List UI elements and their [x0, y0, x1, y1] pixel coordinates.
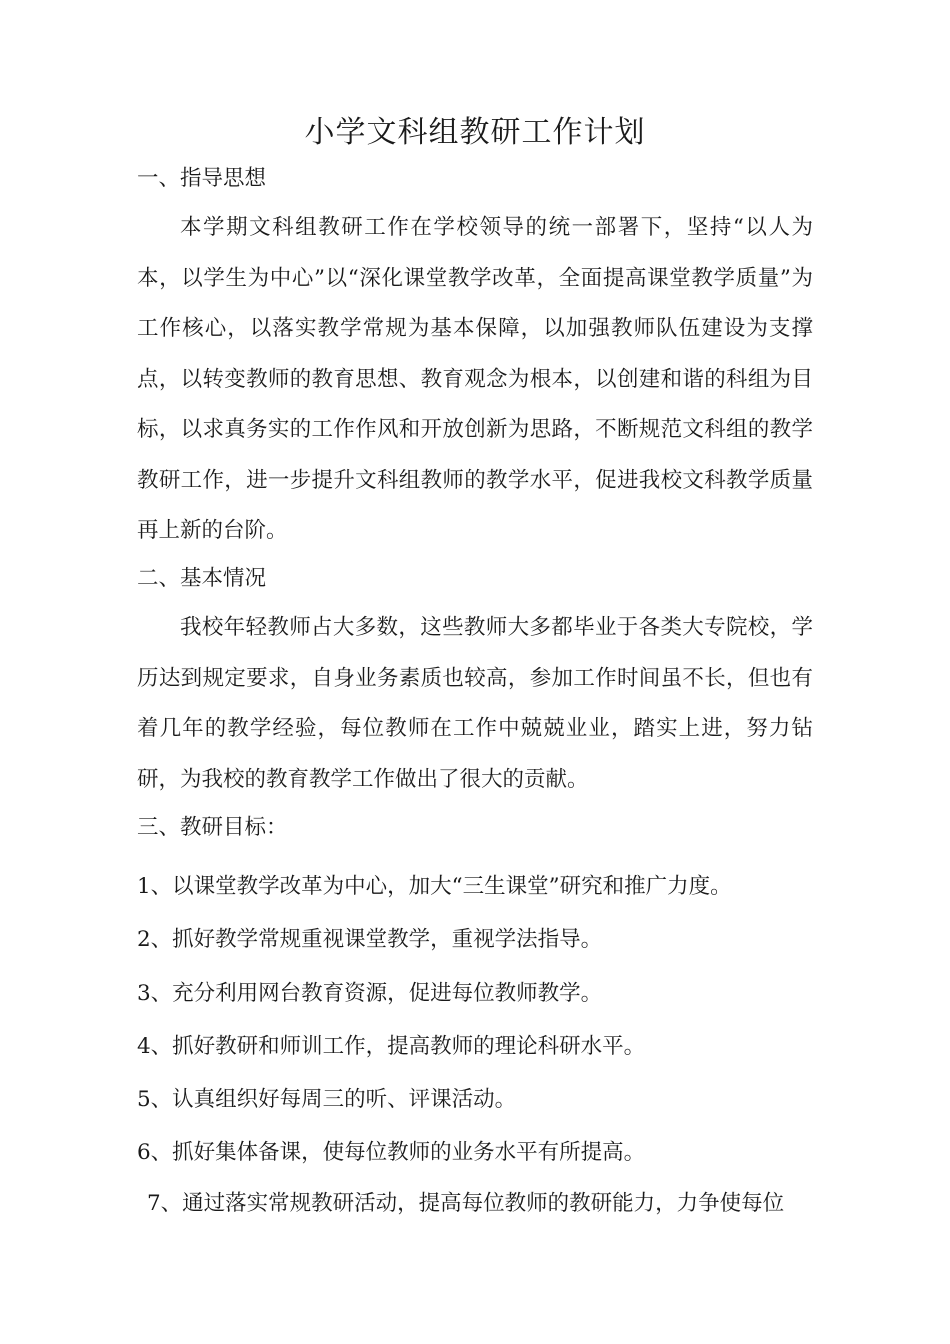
section-heading-research-goals: 三、教研目标：	[137, 815, 288, 840]
goal-list-item: 2、抓好教学常规重视课堂教学，重视学法指导。	[137, 927, 603, 952]
section-heading-guiding-ideology: 一、指导思想	[137, 166, 267, 191]
section-paragraph-guiding-ideology: 本学期文科组教研工作在学校领导的统一部署下，坚持“以人为本，以学生为中心”以“深化课堂教学改革，全面提高课堂教学质量”为工作核心，以落实教学常规为基本保障，以加强教师队伍建设为支撑点，以转变教师的教育思想、教育观念为根本，以创建和谐的科组为目标，以求真务实的工作作风和开放创新为思路，不断规范文科组的教学教研工作，进一步提升文科组教师的教学水平，促进我校文科教学质量再上新的台阶。	[137, 215, 813, 543]
goal-list-item: 7、通过落实常规教研活动，提高每位教师的教研能力，力争使每位	[147, 1191, 785, 1216]
goal-list-item: 6、抓好集体备课，使每位教师的业务水平有所提高。	[137, 1140, 646, 1165]
goal-list-item: 1、以课堂教学改革为中心，加大“三生课堂”研究和推广力度。	[137, 874, 732, 899]
section-heading-basic-situation: 二、基本情况	[137, 566, 267, 591]
goal-list-item: 5、认真组织好每周三的听、评课活动。	[137, 1087, 517, 1112]
section-paragraph-basic-situation: 我校年轻教师占大多数，这些教师大多都毕业于各类大专院校，学历达到规定要求，自身业务素质也较高，参加工作时间虽不长，但也有着几年的教学经验，每位教师在工作中兢兢业业，踏实上进，努力钻研，为我校的教育教学工作做出了很大的贡献。	[137, 615, 813, 792]
goal-list-item: 4、抓好教研和师训工作，提高教师的理论科研水平。	[137, 1034, 646, 1059]
document-title: 小学文科组教研工作计划	[304, 115, 646, 150]
goal-list-item: 3、充分利用网台教育资源，促进每位教师教学。	[137, 981, 603, 1006]
